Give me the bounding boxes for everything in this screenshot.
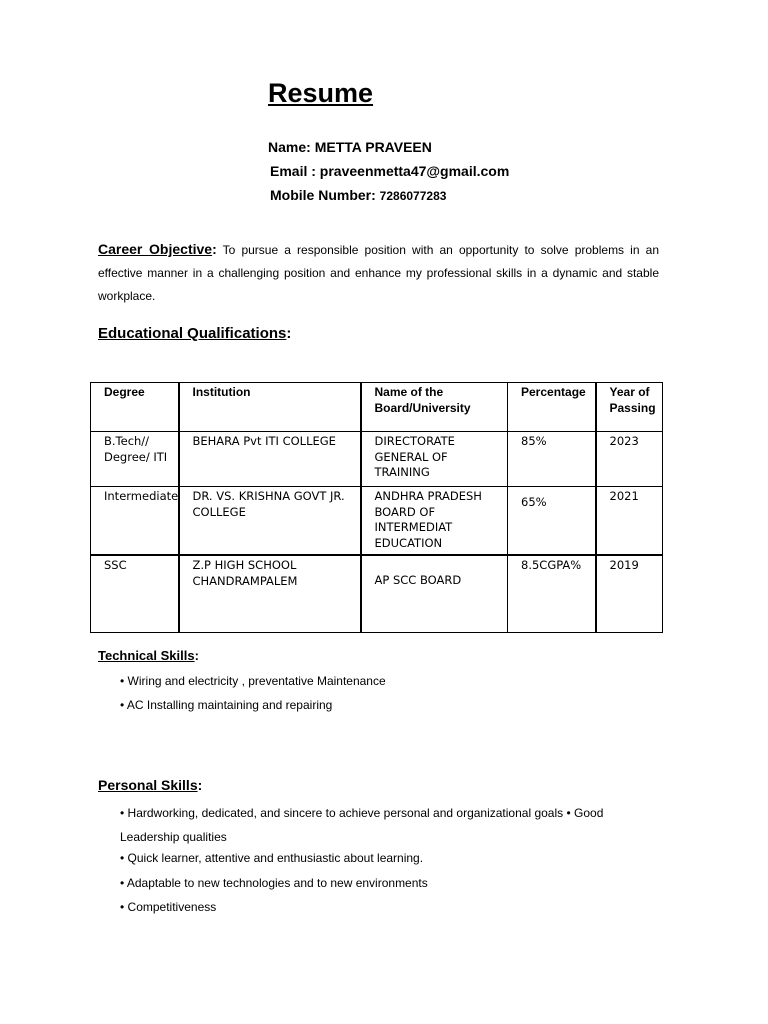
personal-skills-heading xyxy=(98,777,202,793)
cell-percentage: 65% xyxy=(508,487,596,556)
personal-skills-colon: : xyxy=(197,777,203,793)
list-item: • Wiring and electricity , preventative Maintenance xyxy=(120,674,386,688)
list-item: • Quick learner, attentive and enthusiastic about learning. xyxy=(120,851,424,865)
email-label: Email : xyxy=(270,163,316,179)
personal-skills-list xyxy=(120,802,620,919)
education-heading xyxy=(98,325,291,342)
list-item: • AC Installing maintaining and repairing xyxy=(120,698,333,712)
cell-institution: Z.P HIGH SCHOOL CHANDRAMPALEM xyxy=(179,555,361,633)
personal-skills-label: Personal Skills xyxy=(98,777,198,793)
table-row xyxy=(91,432,663,487)
cell-year: 2023 xyxy=(596,432,663,487)
technical-skills-list xyxy=(120,672,386,720)
technical-skills-heading xyxy=(98,648,199,663)
header-degree: Degree xyxy=(91,383,179,432)
cell-year: 2021 xyxy=(596,487,663,556)
name-label: Name: xyxy=(268,139,311,155)
cell-board: DIRECTORATE GENERAL OF TRAINING xyxy=(361,432,508,487)
cell-year: 2019 xyxy=(596,555,663,633)
list-item: • Hardworking, dedicated, and sincere to achieve personal and organizational goals • Good Leadership qualities xyxy=(120,806,604,844)
technical-skills-label: Technical Skills xyxy=(98,648,195,663)
name-value: METTA PRAVEEN xyxy=(314,139,432,155)
document-title: Resume xyxy=(268,78,374,108)
list-item: • Adaptable to new technologies and to new environments xyxy=(120,876,428,890)
career-objective-text: To pursue a responsible position with an opportunity to solve problems in an effective manner in a challenging position and enhance my professional skills in a dynamic and stable workplace. xyxy=(98,243,659,303)
name-line xyxy=(268,139,432,155)
career-objective-colon: : xyxy=(212,241,217,257)
header-board: Name of the Board/University xyxy=(361,383,508,432)
education-table-header xyxy=(91,383,663,432)
cell-degree: SSC xyxy=(91,555,179,633)
mobile-line xyxy=(270,187,446,203)
cell-institution: DR. VS. KRISHNA GOVT JR. COLLEGE xyxy=(179,487,361,556)
table-row xyxy=(91,487,663,556)
header-year: Year of Passing xyxy=(596,383,663,432)
mobile-value: 7286077283 xyxy=(379,189,447,203)
header-institution: Institution xyxy=(179,383,361,432)
mobile-label: Mobile Number: xyxy=(270,187,376,203)
cell-board: ANDHRA PRADESH BOARD OF INTERMEDIAT EDUCATION xyxy=(361,487,508,556)
cell-percentage: 8.5CGPA% xyxy=(508,555,596,633)
email-line xyxy=(270,163,509,179)
list-item: • Competitiveness xyxy=(120,899,217,914)
career-objective xyxy=(98,238,659,308)
email-value: praveenmetta47@gmail.com xyxy=(319,163,510,179)
header-percentage: Percentage xyxy=(508,383,596,432)
education-heading-label: Educational Qualifications xyxy=(98,325,287,342)
cell-board: AP SCC BOARD xyxy=(361,555,508,633)
cell-percentage: 85% xyxy=(508,432,596,487)
cell-degree: Intermediate xyxy=(91,487,179,556)
cell-degree: B.Tech// Degree/ ITI xyxy=(91,432,179,487)
education-heading-colon: : xyxy=(286,325,292,342)
education-table xyxy=(90,382,663,633)
table-row xyxy=(91,555,663,633)
career-objective-label: Career Objective xyxy=(98,241,213,257)
technical-skills-colon: : xyxy=(194,648,199,663)
cell-institution: BEHARA Pvt ITI COLLEGE xyxy=(179,432,361,487)
